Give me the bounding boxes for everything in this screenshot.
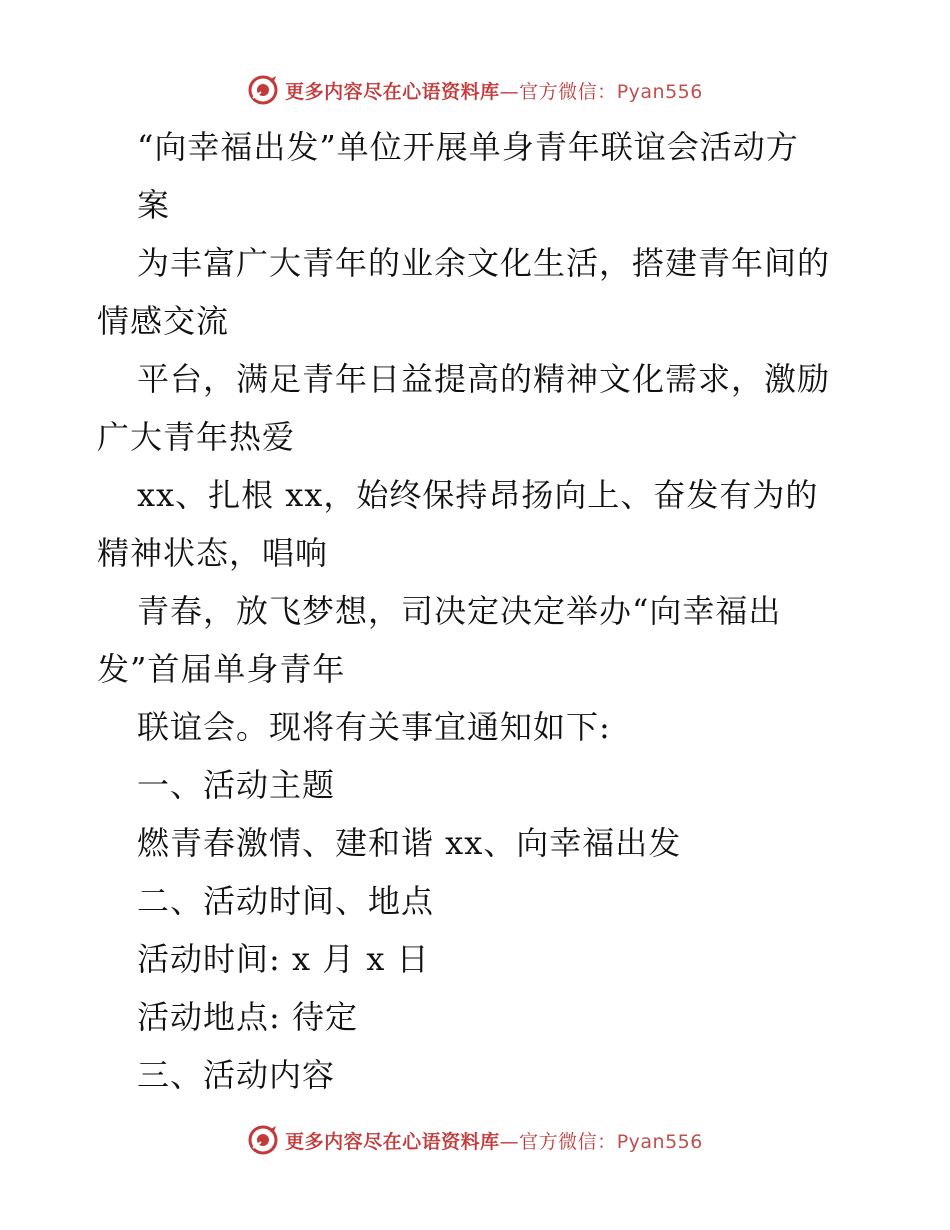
header-dash: — — [499, 80, 520, 103]
header-account: Pyan556 — [616, 80, 703, 103]
footer-banner — [0, 1120, 950, 1160]
document-line: 青春，放飞梦想，司决定决定举办“向幸福出 — [137, 592, 782, 630]
document-line: 一、活动主题 — [137, 766, 336, 804]
footer-account: Pyan556 — [616, 1130, 703, 1153]
document-line: 情感交流 — [97, 302, 230, 340]
footer-dash: — — [499, 1130, 520, 1153]
document-line: 案 — [137, 186, 171, 224]
document-line: 联谊会。现将有关事宜通知如下: — [137, 708, 611, 746]
document-line: 为丰富广大青年的业余文化生活，搭建青年间的 — [137, 244, 831, 282]
document-body — [97, 118, 857, 1104]
header-site-name: 更多内容尽在心语资料库 — [285, 80, 500, 103]
header-banner — [0, 70, 950, 110]
document-line: 广大青年热爱 — [97, 418, 296, 456]
header-official-label: 官方微信： — [519, 80, 617, 103]
document-line: 精神状态，唱响 — [97, 534, 329, 572]
document-line: xx、扎根 xx，始终保持昂扬向上、奋发有为的 — [137, 476, 819, 514]
footer-site-name: 更多内容尽在心语资料库 — [285, 1130, 500, 1153]
brand-logo-icon — [247, 1124, 279, 1156]
document-line: 平台，满足青年日益提高的精神文化需求，激励 — [137, 360, 831, 398]
document-line: 活动时间: x 月 x 日 — [137, 940, 430, 978]
document-line: 二、活动时间、地点 — [137, 882, 435, 920]
footer-official-label: 官方微信： — [519, 1130, 617, 1153]
document-line: 发”首届单身青年 — [97, 650, 346, 688]
document-line: 活动地点: 待定 — [137, 998, 358, 1036]
brand-logo-icon — [247, 74, 279, 106]
document-line: 三、活动内容 — [137, 1056, 336, 1094]
document-line: 燃青春激情、建和谐 xx、向幸福出发 — [137, 824, 682, 862]
document-line: “向幸福出发”单位开展单身青年联谊会活动方 — [137, 128, 799, 166]
